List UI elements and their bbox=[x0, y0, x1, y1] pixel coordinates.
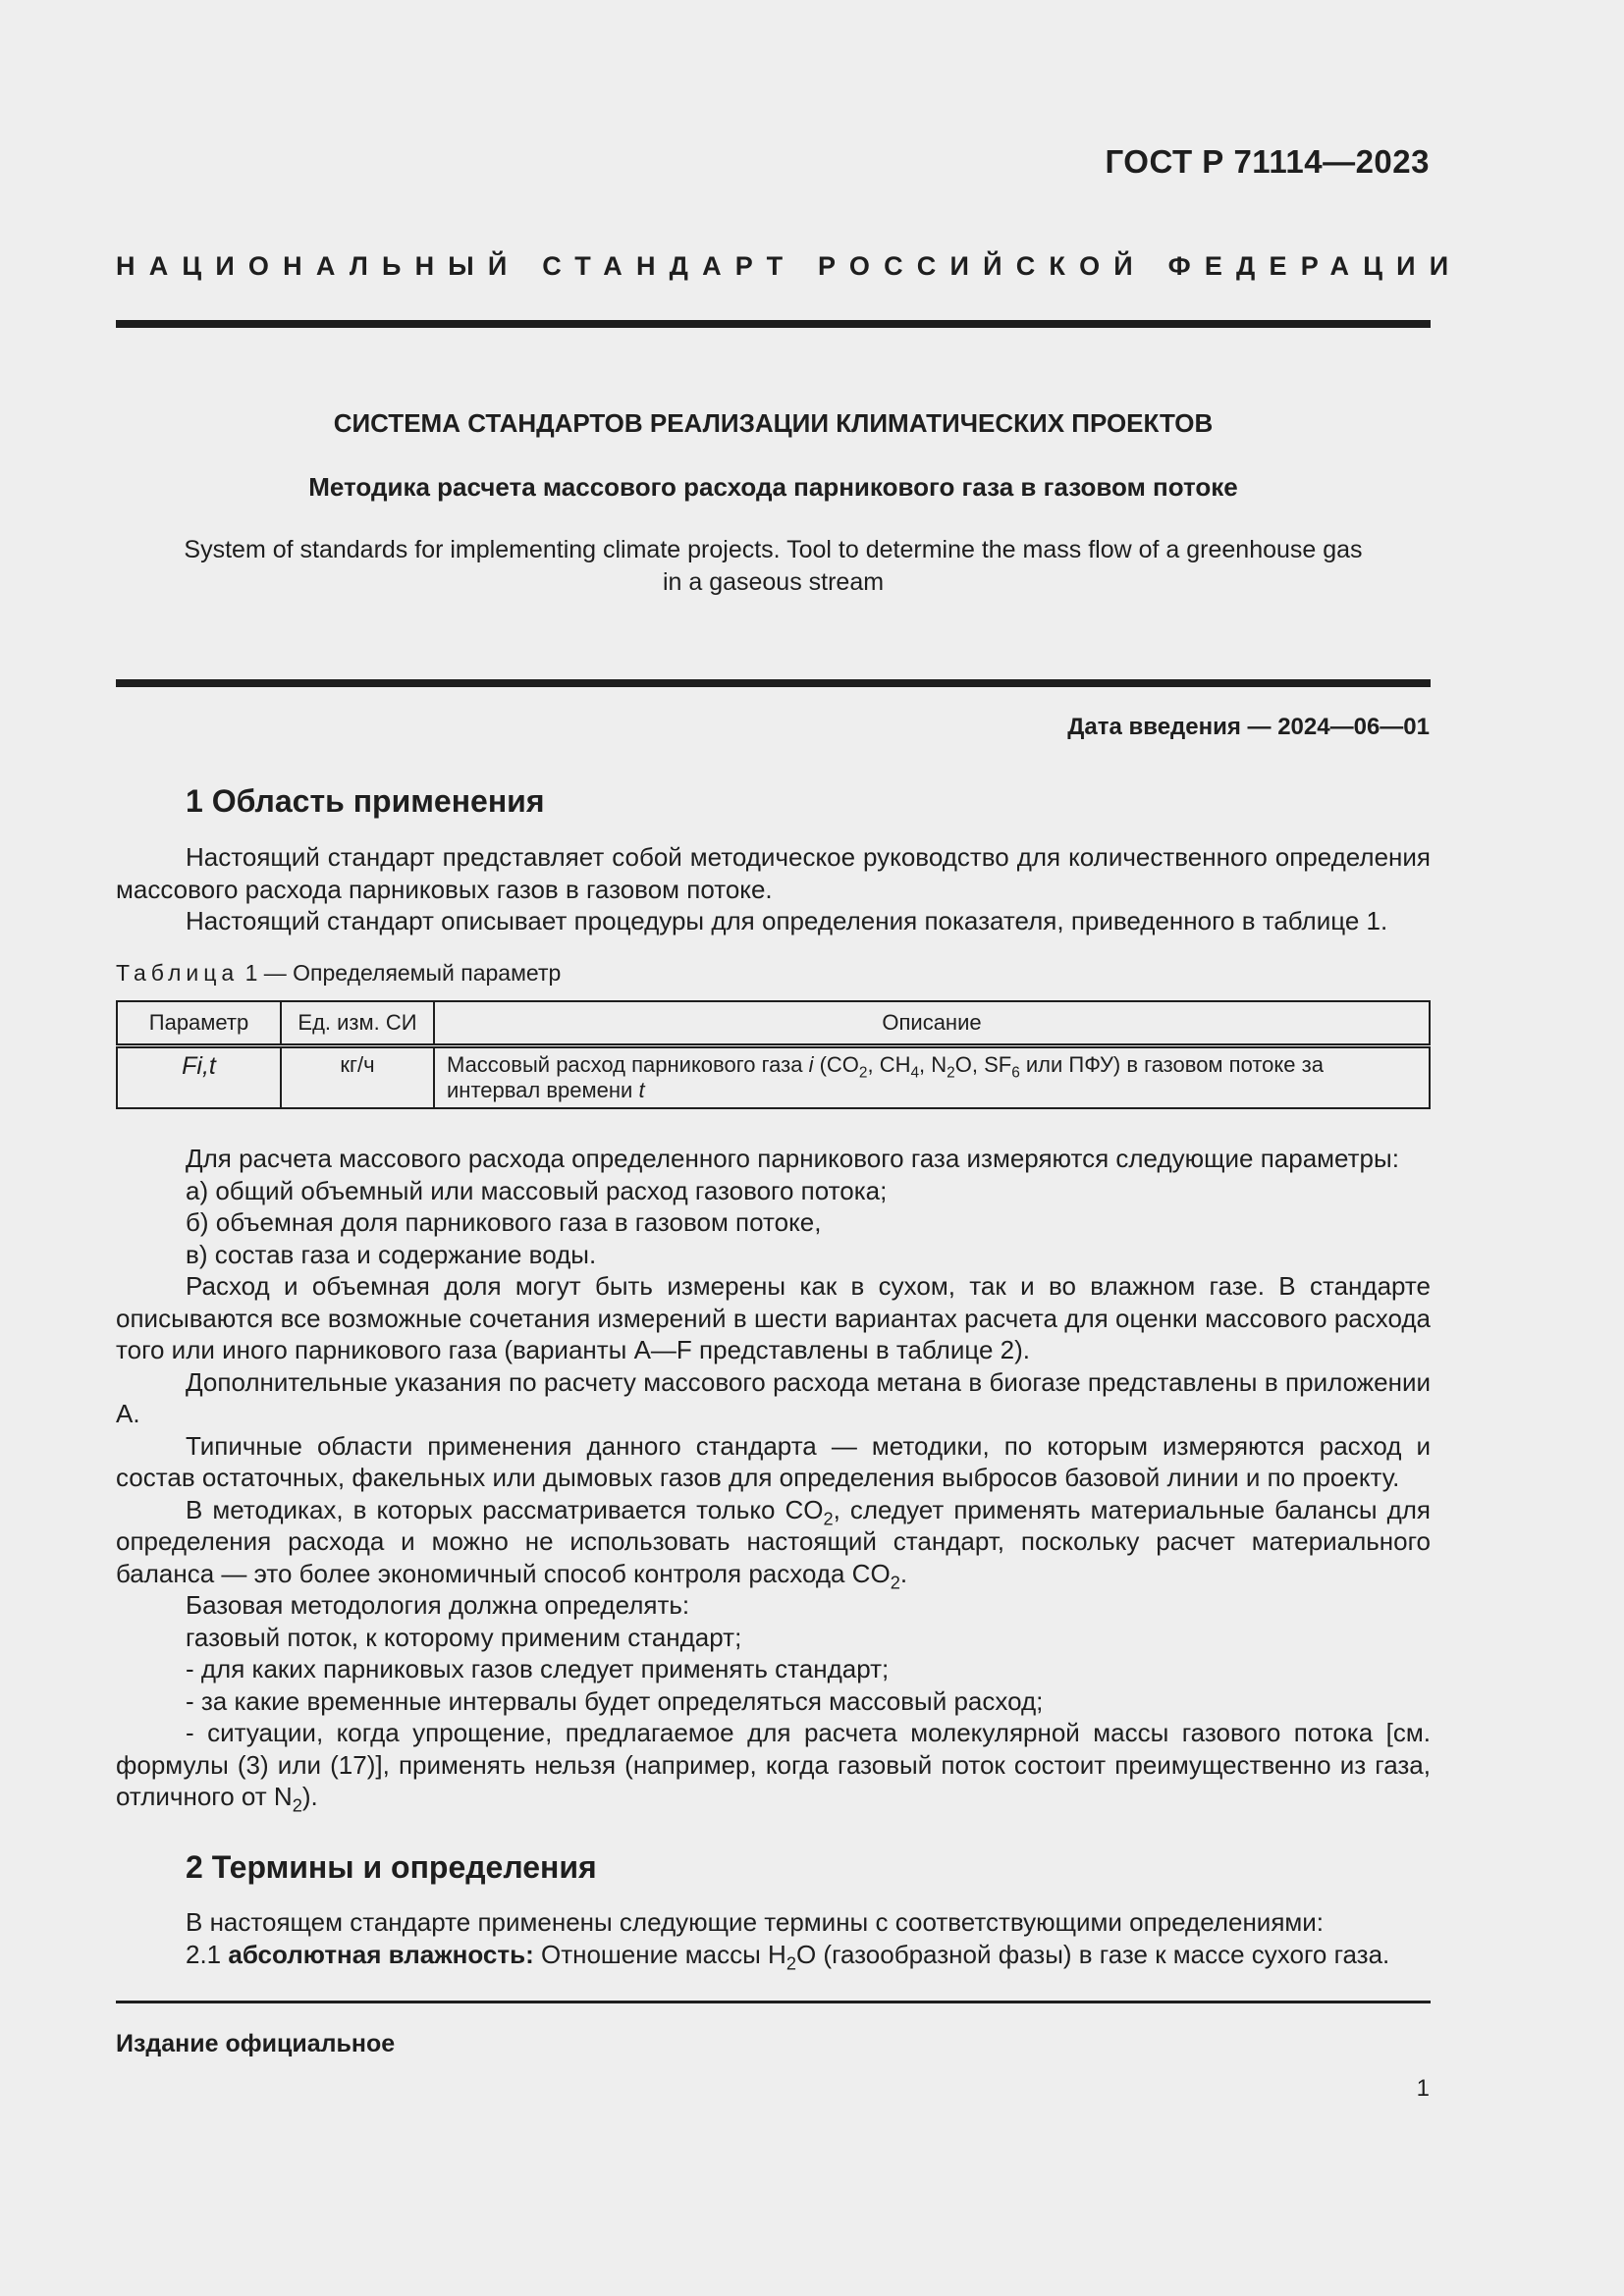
table-caption bbox=[116, 960, 561, 987]
header-cell-parameter: Параметр bbox=[117, 1001, 281, 1046]
table-row bbox=[117, 1046, 1430, 1109]
paragraph: В методиках, в которых рассматривается только $CO_2$, следует применять материальные балансы для определения расхода и можно не использовать настоящий стандарт, поскольку расчет материального баланса — это более экономичный способ контроля расхода $CO_2$. bbox=[116, 1494, 1431, 1592]
method-title: Методика расчета массового расхода парникового газа в газовом потоке bbox=[308, 472, 1238, 502]
header-rule bbox=[116, 320, 1431, 328]
section-1-intro bbox=[116, 841, 1431, 937]
official-edition-label: Издание официальное bbox=[116, 2030, 396, 2057]
list-item: - для каких парниковых газов следует применять стандарт; bbox=[186, 1654, 890, 1683]
cell-parameter: Fi,t bbox=[117, 1046, 281, 1109]
introduction-date: Дата введения — 2024—06—01 bbox=[1067, 714, 1430, 740]
definition-term: абсолютная влажность: bbox=[228, 1939, 534, 1969]
paragraph: Расход и объемная доля могут быть измерены как в сухом, так и во влажном газе. В стандарте описываются все возможные сочетания измерений в шести вариантах расчета для оценки массового расхода того или иного парникового газа (варианты A—F представлены в таблице 2). bbox=[116, 1271, 1431, 1364]
cell-unit: кг/ч bbox=[281, 1046, 434, 1109]
section-1-heading: 1 Область применения bbox=[186, 783, 545, 819]
paragraph: Базовая методология должна определять: bbox=[186, 1590, 690, 1620]
table-caption-text: 1 — Определяемый параметр bbox=[244, 960, 562, 986]
header-cell-description: Описание bbox=[434, 1001, 1430, 1046]
english-title-line2: in a gaseous stream bbox=[662, 568, 885, 596]
footer-rule bbox=[116, 2001, 1431, 2003]
parameter-table bbox=[116, 1000, 1431, 1109]
paragraph: Для расчета массового расхода определенного парникового газа измеряются следующие параметры: bbox=[186, 1144, 1399, 1173]
list-item: - за какие временные интервалы будет определяться массовый расход; bbox=[186, 1685, 1044, 1716]
paragraph: Настоящий стандарт описывает процедуры для определения показателя, приведенного в таблице 1. bbox=[186, 906, 1388, 935]
list-item: а) общий объемный или массовый расход газового потока; bbox=[186, 1175, 888, 1205]
title-rule bbox=[116, 679, 1431, 687]
list-item: в) состав газа и содержание воды. bbox=[186, 1239, 597, 1269]
paragraph: Дополнительные указания по расчету массового расхода метана в биогазе представлены в приложении А. bbox=[116, 1366, 1431, 1428]
system-title: СИСТЕМА СТАНДАРТОВ РЕАЛИЗАЦИИ КЛИМАТИЧЕСКИХ ПРОЕКТОВ bbox=[333, 408, 1214, 438]
table-header-row bbox=[117, 1001, 1430, 1046]
page-number: 1 bbox=[1416, 2075, 1430, 2102]
paragraph: Типичные области применения данного стандарта — методики, по которым измеряются расход и состав остаточных, факельных или дымовых газов для определения выбросов базовой линии и по проекту. bbox=[116, 1430, 1431, 1492]
paragraph: В настоящем стандарте применены следующие термины с соответствующими определениями: bbox=[186, 1907, 1325, 1937]
section-2-heading: 2 Термины и определения bbox=[186, 1849, 597, 1885]
section-1-body bbox=[116, 1143, 1431, 1816]
english-title bbox=[116, 534, 1431, 599]
national-standard-title: НАЦИОНАЛЬНЫЙ СТАНДАРТ РОССИЙСКОЙ ФЕДЕРАЦИИ bbox=[116, 251, 1463, 281]
section-2-body bbox=[116, 1906, 1431, 1973]
standard-number: ГОСТ Р 71114—2023 bbox=[1105, 143, 1430, 180]
english-title-line1: System of standards for implementing climate projects. Tool to determine the mass flow of a greenhouse gas bbox=[184, 536, 1363, 563]
cell-description: Массовый расход парникового газа i ($CO_2$, $CH_4$, $N_2O$, $SF_6$ или ПФУ) в газовом потоке за интервал времени t bbox=[434, 1046, 1430, 1109]
definition: 2.1 абсолютная влажность: Отношение массы $H_2O$ (газообразной фазы) в газе к массе сухого газа. bbox=[186, 1939, 1390, 1973]
list-item: - ситуации, когда упрощение, предлагаемое для расчета молекулярной массы газового потока [см. формулы (3) или (17)], применять нельзя (например, когда газовый поток состоит преимущественно из газа, отличного от $N_2$). bbox=[116, 1718, 1431, 1816]
paragraph: Настоящий стандарт представляет собой методическое руководство для количественного определения массового расхода парниковых газов в газовом потоке. bbox=[116, 842, 1431, 904]
header-cell-unit: Ед. изм. СИ bbox=[281, 1001, 434, 1046]
list-item: б) объемная доля парникового газа в газовом потоке, bbox=[186, 1207, 822, 1237]
table-caption-word: Таблица bbox=[116, 960, 240, 986]
list-item: газовый поток, к которому применим стандарт; bbox=[186, 1622, 742, 1652]
